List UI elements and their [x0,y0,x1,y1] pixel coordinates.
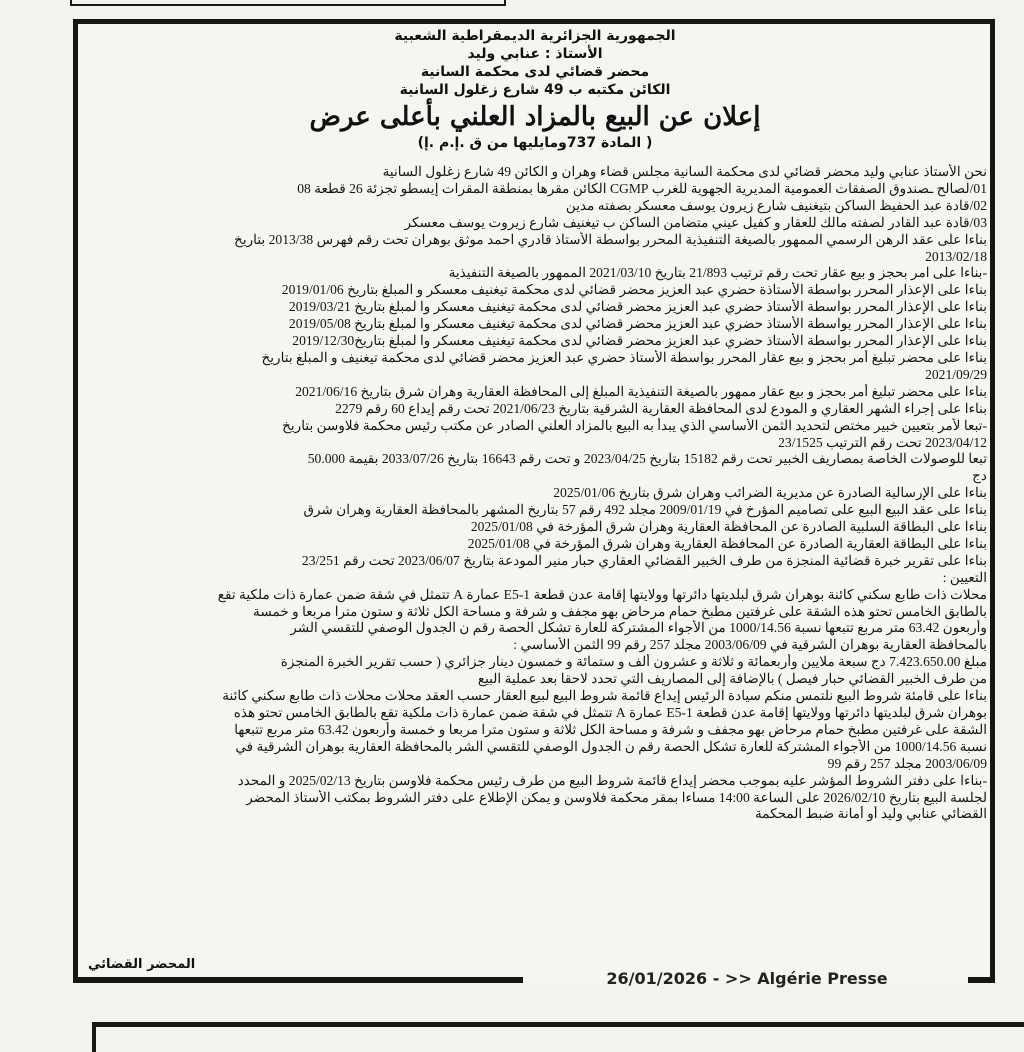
announcement-header [90,27,980,152]
announcement-subtitle: ( المادة 737ومايليها من ق .إ.م .إ) [417,135,653,151]
body-line: وأربعون 63.42 متر مربع تتبعها نسبة 1000/14.56 من الأجواء المشتركة للعارة تشكل الحصة رقم ن الجدول الوصفي للتقسي الشر [290,620,987,636]
body-line: بناءا على قامئة شروط البيع نلتمس منكم سيادة الرئيس إيداع قائمة شروط البيع لبيع العقار حسب العقد محلات محلات ذات طابع سكني كائنة [222,688,987,704]
body-line: من طرف الخبير القضائي حبار فيصل ) بالإضافة إلى المصاريف التي تحدد لاحقا بعد عملية البيع [477,671,987,687]
body-line: بناءا على الإعذار المحرر بواسطة الأستاذ حضري عبد العزيز محضر قضائي لدى محكمة تيغنيف معسكر وا لمبلغ بتاريخ 2019/03/21 [288,299,987,315]
body-line: دج [972,468,987,484]
header-office-address: الكائن مكتبه ب 49 شارع زغلول السانية [399,82,671,98]
body-line: بالمحافظة العقارية بوهران الشرقية في 2003/06/09 مجلد 257 رقم 99 الثمن الأساسي : [513,637,987,653]
body-line: -بناءا على امر بحجز و بيع عقار تحت رقم ترتيب 21/893 بتاريخ 2021/03/10 الممهور بالصيغة التنفيذية [448,265,987,281]
signature: المحضر القضائي [88,957,196,972]
body-line: بناءا على الإرسالية الصادرة عن مديرية الضرائب وهران شرق بتاريخ 2025/01/06 [553,485,987,501]
body-paragraph [88,519,987,536]
body-line: بالطابق الخامس تحتو هذه الشقة على غرفتين مطبخ حمام مرحاض بهو مجفف و شرفة و مساحة الكل ثلاثة و ستون مترا مربعا و خمسة [253,603,987,619]
body-paragraph [88,181,987,198]
body-paragraph [88,773,987,824]
body-paragraph [88,654,987,688]
body-line: 2021/09/29 [925,366,987,382]
body-line: 01/لصالح ـصندوق الصفقات العمومية المديرية الجهوية للغرب CGMP الكائن مقرها بمنطقة المقرات إيسطو تجزئة 26 قطعة 08 [297,180,987,196]
body-line: نسبة 1000/14.56 من الأجواء المشتركة للعارة تشكل الحصة رقم ن الجدول الوصفي للتقسي الشر بالمحافظة العقارية بوهران الشرقية في [235,738,987,754]
body-paragraph [88,215,987,232]
body-paragraph [88,198,987,215]
body-line: بوهران شرق لبلديتها دائرتها وولايتها إقامة عدن قطعة E5-1 عمارة A تتمثل في شقة ضمن عمارة ذات ملكية تقع بالطابق الخامس تحتو هذه [233,705,987,720]
header-republic: الجمهورية الجزائرية الديمقراطية الشعبية [394,28,676,44]
body-paragraph [88,384,987,401]
body-line: 2023/04/12 تحت رقم الترتيب 23/1525 [778,434,987,450]
body-paragraph [88,316,987,333]
announcement-body [88,164,987,823]
body-line: بناءا على محضر تبليغ أمر بحجز و بيع عقار ممهور بالصيغة التنفيذية المبلغ إلى المحافظة العقارية وهران شرق بتاريخ 2021/06/16 [295,383,987,399]
body-line: لجلسة البيع بتاريخ 2026/02/10 على الساعة 14:00 مساءا بمقر محكمة فلاوسن و يمكن الإطلاع على دفتر الشروط بمكتب الأستاذ المحضر [246,789,987,805]
body-line: التعيين : [942,569,987,585]
body-paragraph [88,553,987,587]
body-line: محلات ذات طابع سكني كائنة بوهران شرق لبلديتها دائرتها وولايتها إقامة عدن قطعة E5-1 عمارة A تتمثل في شقة ضمن عمارة ذات ملكية تقع [217,586,987,602]
body-line: بناءا على عقد البيع البيع على تصاميم المؤرخ في 2009/01/19 مجلد 492 رقم 57 بتاريخ المشهر بالمحافظة العقارية وهران شرق [303,502,987,518]
body-line: 2003/06/09 مجلد 257 رقم 99 [827,755,987,771]
body-paragraph [88,418,987,452]
body-line: -تبعا لأمر بتعيين خبير مختص لتحديد الثمن الأساسي الذي يبدأ به البيع بالمزاد العلني الصادر عن مكتب رئيس محكمة فلاوسن بتاريخ [282,417,987,433]
body-paragraph [88,333,987,350]
body-paragraph [88,502,987,519]
body-paragraph [88,350,987,384]
body-line: الشقة على غرفتين مطبخ حمام مرحاض بهو مجفف و شرفة و مساحة الكل ثلاثة و ستون مترا مربعا و خمسة وأربعون 63.42 متر مربع تتبعها [234,721,987,737]
next-article-border [92,1022,1024,1052]
body-line: بناءا على الإعذار المحرر بواسطة الأستاذ حضري عبد العزيز محضر قضائي لدى محكمة تيغنيف معسكر وا لمبلغ بتاريخ 2019/05/08 [288,316,987,332]
body-line: بناءا على الإعذار المحرر بواسطة الأستاذة حضري عبد العزيز محضر قضائي لدى محكمة تيغنيف معسكر و المبلغ بتاريخ 2019/01/06 [281,282,987,298]
body-paragraph [88,164,987,181]
body-line: بناءا على محضر تبليغ أمر بحجز و بيع عقار المحرر بواسطة الأستاذ حضري عبد العزيز محضر قضائي لدى محكمة تيغنيف و المبلغ بتاريخ [261,349,987,365]
frame-bottom-rule-left [73,977,523,983]
body-paragraph [88,536,987,553]
body-paragraph [88,282,987,299]
announcement-title: إعلان عن البيع بالمزاد العلني بأعلى عرض [309,102,761,132]
previous-article-border [70,0,506,6]
header-bailiff-court: محضر قضائي لدى محكمة السانية [420,64,650,80]
body-line: بناءا على الإعذار المحرر بواسطة الأستاذ حضري عبد العزيز محضر قضائي لدى محكمة تيغنيف معسكر وا لمبلغ بتاريخ2019/12/30 [292,333,987,349]
body-line: -بناءا على دفتر الشروط المؤشر عليه بموجب محضر إيداع قائمة شروط البيع من طرف رئيس محكمة فلاوسن بتاريخ 2025/02/13 و المحدد [237,772,987,788]
body-line: مبلغ 7.423.650.00 دج سبعة ملايين وأربعمائة و ثلاثة و عشرون ألف و ستمائة و خمسون دينار جزائري ( حسب تقرير الخبرة المنجزة [280,654,987,670]
body-line: 03/قادة عبد القادر لصفته مالك للعقار و كفيل عيني متضامن الساكن ب تيغنيف شارع زيروت يوسف معسكر [404,214,987,230]
frame-bottom-rule-right [968,977,995,983]
body-paragraph [88,299,987,316]
body-line: بناءا على البطاقة السلبية الصادرة عن المحافظة العقارية وهران شرق المؤرخة في 2025/01/08 [470,519,987,535]
body-line: بناءا على تقرير خبرة قضائية المنجزة من طرف الخبير القضائي العقاري حبار منير المودعة بتاريخ 2023/06/07 تحت رقم 23/251 [301,552,987,568]
body-paragraph [88,451,987,485]
body-line: بناءا على عقد الرهن الرسمي الممهور بالصيغة التنفيذية المحرر بواسطة الأستاذ قادري احمد موثق بوهران تحت رقم فهرس 2013/38 بتاريخ [234,231,987,247]
body-paragraph [88,587,987,655]
body-paragraph [88,401,987,418]
body-line: القضائي عنابي وليد أو أمانة ضبط المحكمة [754,806,987,822]
body-line: 02/قادة عبد الحفيظ الساكن بتيغنيف شارع زيرون يوسف معسكر بصفته مدين [565,197,987,213]
body-line: بناءا على البطاقة العقارية الصادرة عن المحافظة العقارية وهران شرق المؤرخة في 2025/01/08 [467,535,987,551]
body-paragraph [88,265,987,282]
source-credit: 26/01/2026 - >> Algérie Presse [606,969,888,988]
body-paragraph [88,485,987,502]
body-paragraph [88,232,987,266]
body-line: تبعا للوصولات الخاصة بمصاريف الخبير تحت رقم 15182 بتاريخ 2023/04/25 و تحت رقم 16643 بتاريخ 2033/07/26 بقيمة 50.000 [307,451,987,467]
body-line: بناءا على إجراء الشهر العقاري و المودع لدى المحافظة العقارية الشرقية بتاريخ 2021/06/23 تحت رقم إيداع 60 رقم 2279 [335,400,987,416]
header-bailiff-name: الأستاذ : عنابي وليد [467,46,603,62]
body-line: 2013/02/18 [925,248,987,264]
body-line: نحن الأستاذ عنابي وليد محضر قضائي لدى محكمة السانية مجلس قضاء وهران و الكائن 49 شارع زغلول السانية [382,164,987,179]
body-paragraph [88,688,987,773]
